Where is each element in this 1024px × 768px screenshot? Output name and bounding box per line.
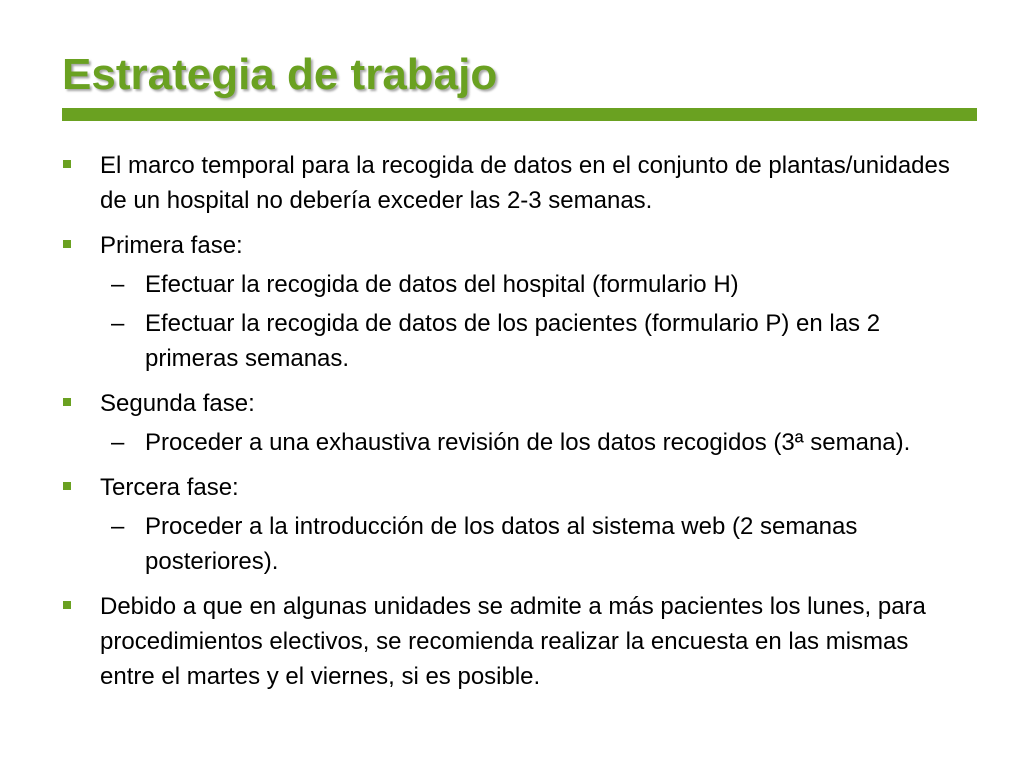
bullet-text: Tercera fase: [100,474,239,501]
bullet-text: El marco temporal para la recogida de datos en el conjunto de plantas/unidades de un hospital no debería exceder las 2-3 semanas. [100,152,950,214]
bullet-item [62,589,962,694]
dash-bullet-icon: – [111,513,125,540]
bullet-item [62,148,962,218]
sub-bullet-item [62,509,962,579]
sub-bullet-text: Proceder a la introducción de los datos al sistema web (2 semanas posteriores). [145,513,858,575]
bullet-item [62,386,962,421]
title-underline-bar [62,108,977,121]
square-bullet-icon [63,601,71,609]
sub-bullet-text: Efectuar la recogida de datos de los pacientes (formulario P) en las 2 primeras semanas. [145,310,881,372]
bullet-text: Segunda fase: [100,390,255,417]
square-bullet-icon [63,240,71,248]
bullet-text: Primera fase: [100,232,243,259]
sub-bullet-text: Efectuar la recogida de datos del hospital (formulario H) [145,271,739,298]
square-bullet-icon [63,398,71,406]
sub-bullet-text: Proceder a una exhaustiva revisión de los datos recogidos (3ª semana). [145,429,911,456]
square-bullet-icon [63,160,71,168]
sub-bullet-item [62,267,962,302]
sub-bullet-item [62,306,962,376]
bullet-text: Debido a que en algunas unidades se admite a más pacientes los lunes, para procedimientos electivos, se recomienda realizar la encuesta en las mismas entre el martes y el viernes, si es posible. [100,593,926,690]
square-bullet-icon [63,482,71,490]
slide-title: Estrategia de trabajo [62,50,498,99]
bullet-item [62,470,962,505]
bullet-item [62,228,962,263]
dash-bullet-icon: – [111,429,125,456]
sub-bullet-item [62,425,962,460]
dash-bullet-icon: – [111,310,125,337]
bullet-list [62,148,962,694]
dash-bullet-icon: – [111,271,125,298]
